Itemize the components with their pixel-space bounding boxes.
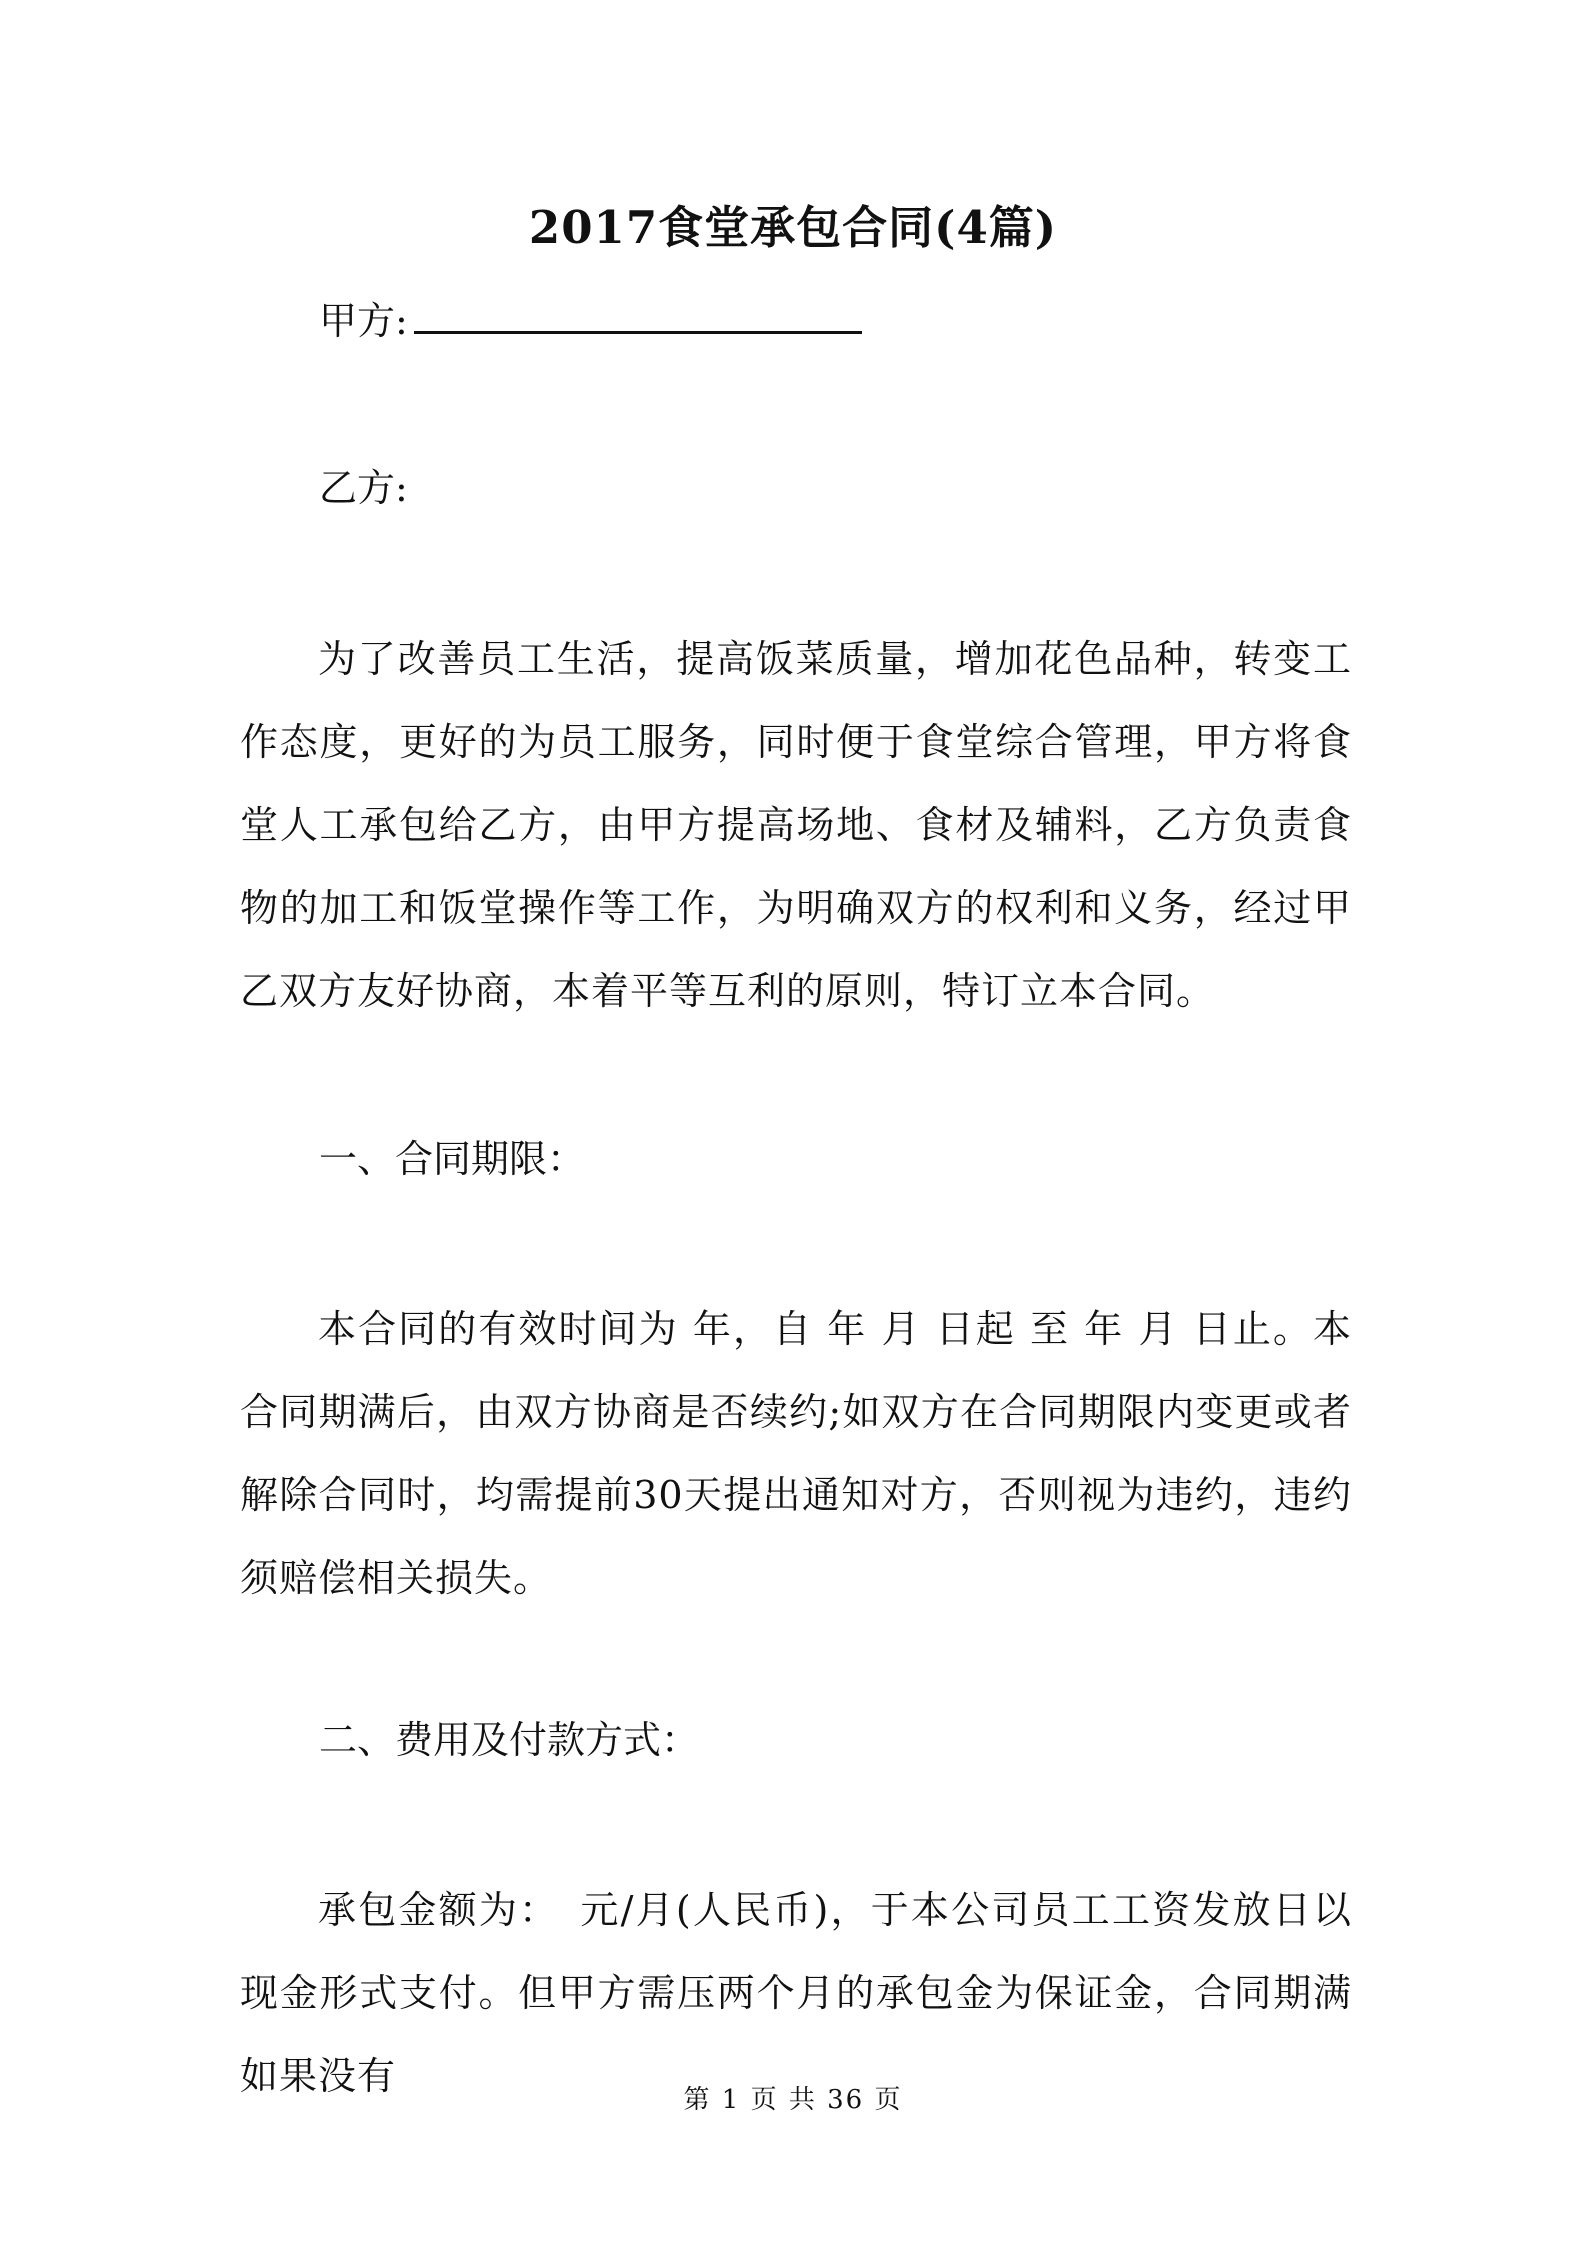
party-a-line	[319, 296, 862, 346]
party-b-line	[319, 463, 408, 513]
section2-heading: 二、费用及付款方式：	[319, 1718, 700, 1762]
party-a-blank	[414, 297, 862, 334]
page-footer: 第 1 页 共 36 页	[683, 2085, 903, 2115]
party-a-label: 甲方:	[319, 299, 408, 343]
section2-paragraph: 承包金额为： 元/月(人民币)，于本公司员工工资发放日以现金形式支付。但甲方需压两个月的承包金为保证金，合同期满如果没有	[240, 1888, 1352, 2098]
section1-heading: 一、合同期限：	[319, 1137, 586, 1181]
party-b-label: 乙方:	[319, 466, 408, 510]
intro-paragraph: 为了改善员工生活，提高饭菜质量，增加花色品种，转变工作态度，更好的为员工服务，同时便于食堂综合管理，甲方将食堂人工承包给乙方，由甲方提高场地、食材及辅料，乙方负责食物的加工和饭堂操作等工作，为明确双方的权利和义务，经过甲乙双方友好协商，本着平等互利的原则，特订立本合同。	[240, 637, 1352, 1013]
document-title: 2017食堂承包合同(4篇)	[528, 201, 1058, 254]
section1-paragraph: 本合同的有效时间为 年，自 年 月 日起 至 年 月 日止。本合同期满后，由双方协商是否续约;如双方在合同期限内变更或者解除合同时，均需提前30天提出通知对方，否则视为违约，违约须赔偿相关损失。	[240, 1307, 1352, 1600]
